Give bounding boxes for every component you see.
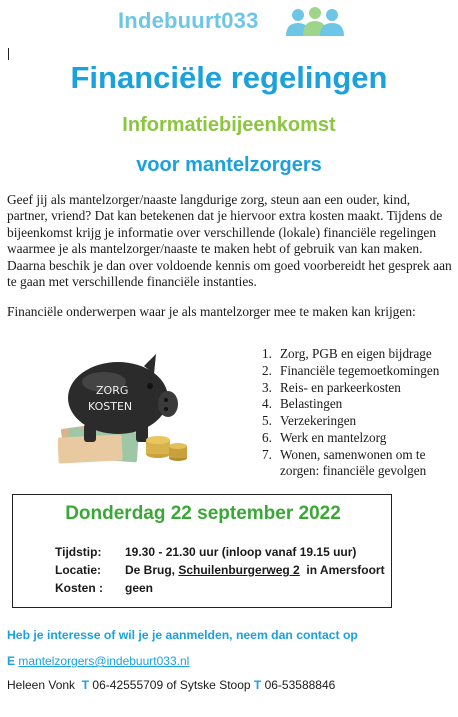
piggy-label-line2: KOSTEN [88, 400, 133, 413]
logo [118, 6, 348, 42]
list-item: 4. Belastingen [262, 396, 343, 412]
contact-person-1: Heleen Vonk [7, 678, 76, 692]
location-value: De Brug, Schuilenburgerweg 2 in Amersfoort [125, 563, 385, 577]
list-item: 1. Zorg, PGB en eigen bijdrage [262, 346, 432, 361]
phone-tag-1: T [81, 678, 90, 692]
list-item: 3. Reis- en parkeerkosten [262, 379, 401, 395]
topics-list [262, 346, 454, 480]
email-tag: E [7, 654, 16, 668]
email-link[interactable]: mantelzorgers@indebuurt033.nl [18, 654, 190, 668]
location-label: Locatie: [55, 563, 102, 577]
cost-label: Kosten : [55, 581, 103, 595]
event-details-box [12, 494, 392, 608]
subtitle-event-type: Informatiebijeenkomst [122, 114, 336, 136]
phone-number-1: 06-42555709 [92, 678, 164, 692]
intro-paragraph: Geef jij als mantelzorger/naaste langdurige zorg, steun aan een ouder, kind, partner, vriend? Dat kan betekenen dat je hiervoor extra kosten maakt. Tijdens de bijeenkomst krijg je informatie over verschillende (lokale) financiële regelingen waarmee je als mantelzorger/naaste te maken hebt of gebruik van kan maken. Daarna beschik je dan over voldoende kennis om goed voorbereidt het gesprek aan te gaan met verschillende financiële instanties. [7, 192, 452, 290]
phone-tag-2: T [253, 678, 262, 692]
text-cursor [8, 48, 9, 60]
list-item: 2. Financiële tegemoetkomingen [262, 362, 440, 378]
time-value: 19.30 - 21.30 uur (inloop vanaf 19.15 uur) [125, 545, 357, 559]
event-date: Donderdag 22 september 2022 [65, 503, 341, 524]
people-group-icon [284, 6, 346, 38]
email-line [7, 654, 189, 668]
list-item: 5. Verzekeringen [262, 413, 357, 429]
logo-text: Indebuurt033 [118, 8, 259, 33]
piggy-label-line1: ZORG [96, 384, 129, 397]
page-title: Financiële regelingen [70, 60, 388, 95]
list-item: 7. Wonen, samenwonen om te zorgen: financiële gevolgen [262, 446, 427, 478]
cost-value: geen [125, 581, 154, 595]
time-label: Tijdstip: [55, 545, 102, 559]
topics-intro-paragraph: Financiële onderwerpen waar je als mantelzorger mee te maken kan krijgen: [7, 304, 416, 319]
location-street: Schuilenburgerweg 2 [178, 563, 300, 577]
contact-person-2: of Sytske Stoop [166, 678, 251, 692]
subtitle-audience: voor mantelzorgers [136, 154, 322, 176]
list-item: 6. Werk en mantelzorg [262, 429, 387, 445]
piggy-bank-image [58, 336, 188, 470]
phone-line [7, 678, 335, 692]
phone-number-2: 06-53588846 [264, 678, 336, 692]
coins-icon [146, 436, 187, 461]
contact-call-to-action: Heb je interesse of wil je je aanmelden, neem dan contact op [7, 628, 358, 642]
